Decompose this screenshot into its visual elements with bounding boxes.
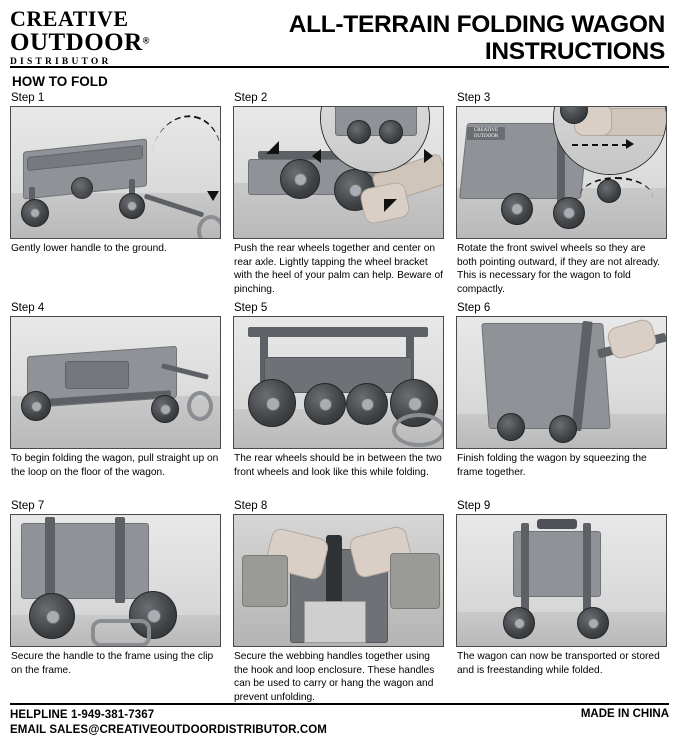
step-8-caption: Secure the webbing handles together using the hook and loop enclosure. These handles can be used to carry or hang the wagon and prevent unfolding. (234, 651, 435, 703)
step-1-caption: Gently lower handle to the ground. (11, 243, 167, 254)
step-8-label: Step 8 (234, 500, 268, 512)
press-arrow-left-icon (266, 141, 279, 154)
step-7-caption: Secure the handle to the frame using the clip on the frame. (11, 651, 214, 676)
step-3-caption: Rotate the front swivel wheels so they are both pointing outward, if they are not already. This is necessary for the wagon to fold compactly. (457, 243, 661, 295)
step-5-caption: The rear wheels should be in between the two front wheels and look like this while folding. (234, 453, 442, 478)
step-1 (10, 92, 221, 300)
step-2-illustration (233, 106, 444, 239)
step-4 (10, 302, 221, 498)
step-6-illustration (456, 316, 667, 449)
step-6 (456, 302, 667, 498)
email-text: EMAIL SALES@CREATIVEOUTDOORDISTRIBUTOR.COM (10, 724, 327, 737)
title-line-2: INSTRUCTIONS (484, 37, 665, 65)
step-7 (10, 500, 221, 704)
step-9 (456, 500, 667, 704)
step-2 (233, 92, 444, 300)
page-footer (10, 703, 669, 739)
step-2-label: Step 2 (234, 92, 268, 104)
step-3-label: Step 3 (457, 92, 491, 104)
origin-text: MADE IN CHINA (580, 707, 669, 720)
step-4-illustration (10, 316, 221, 449)
step-1-label: Step 1 (11, 92, 45, 104)
step-7-illustration (10, 514, 221, 647)
step-7-label: Step 7 (11, 500, 45, 512)
registered-mark: ® (142, 35, 150, 46)
helpline-text: HELPLINE 1-949-381-7367 (10, 708, 155, 721)
step-9-label: Step 9 (457, 500, 491, 512)
step-4-caption: To begin folding the wagon, pull straight up on the loop on the floor of the wagon. (11, 453, 219, 478)
steps-grid (10, 92, 669, 704)
brand-line-3: DISTRIBUTOR (10, 57, 112, 67)
step-6-label: Step 6 (457, 302, 491, 314)
step-3 (456, 92, 667, 300)
footer-divider (10, 703, 669, 705)
step-5-label: Step 5 (234, 302, 268, 314)
page-header (10, 6, 669, 67)
step-9-illustration (456, 514, 667, 647)
brand-logo (10, 6, 149, 68)
step-8 (233, 500, 444, 704)
step-8-illustration (233, 514, 444, 647)
title-line-1: ALL-TERRAIN FOLDING WAGON (288, 11, 665, 38)
brand-line-1: CREATIVE (10, 6, 129, 31)
step-3-illustration (456, 106, 667, 239)
step-2-detail-inset (320, 106, 430, 173)
section-heading: HOW TO FOLD (12, 74, 108, 89)
brand-line-2: OUTDOOR (10, 29, 143, 56)
step-3-detail-inset (553, 106, 667, 175)
step-5-illustration (233, 316, 444, 449)
step-6-caption: Finish folding the wagon by squeezing the frame together. (457, 453, 647, 478)
page-title (289, 6, 669, 66)
step-5 (233, 302, 444, 498)
step-9-caption: The wagon can now be transported or stored and is freestanding while folded. (457, 651, 660, 676)
step-2-caption: Push the rear wheels together and center on rear axle. Lightly tapping the wheel bracket with the heel of your palm can help. Beware of pinching. (234, 243, 443, 295)
press-arrow-right-icon (384, 199, 397, 212)
step-4-label: Step 4 (11, 302, 45, 314)
motion-arrow-icon (207, 191, 219, 201)
brand-tag: CREATIVE OUTDOOR (467, 127, 505, 140)
step-1-illustration (10, 106, 221, 239)
